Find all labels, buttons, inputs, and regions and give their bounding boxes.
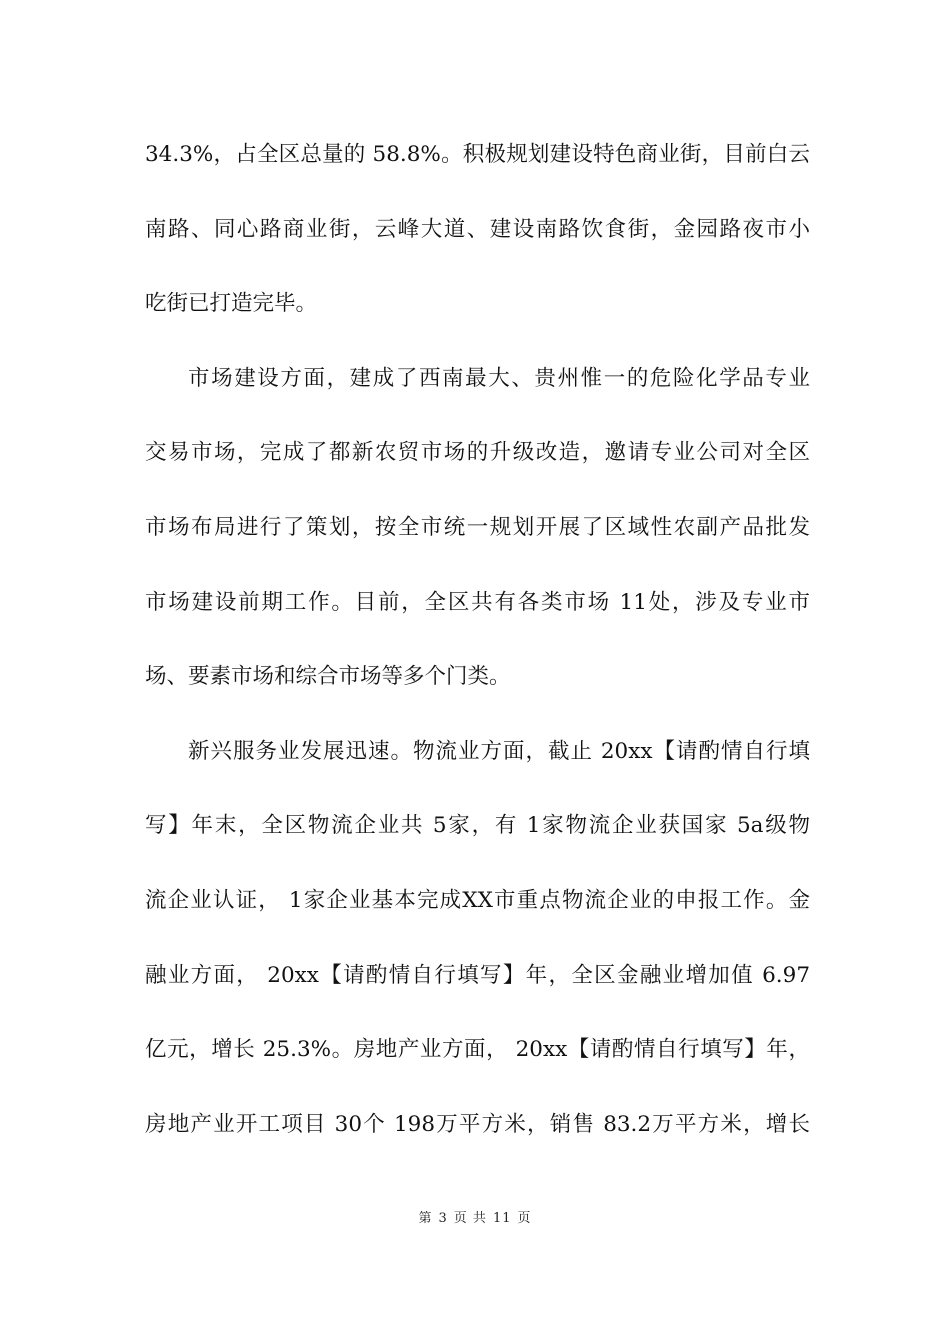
total-pages: 11 <box>492 1211 512 1226</box>
text-line: 房地产业开工项目 30个 198万平方米，销售 83.2万平方米，增长 <box>145 1111 810 1137</box>
text-line: 流企业认证， 1家企业基本完成XX市重点物流企业的申报工作。金 <box>145 887 810 913</box>
text-line: 市场建设前期工作。目前，全区共有各类市场 11处，涉及专业市 <box>145 589 810 615</box>
footer-suffix: 页 <box>517 1211 532 1226</box>
text-line: 新兴服务业发展迅速。物流业方面，截止 20xx【请酌情自行填 <box>188 738 810 764</box>
footer-prefix: 第 <box>418 1211 433 1226</box>
text-line: 亿元，增长 25.3%。房地产业方面， 20xx【请酌情自行填写】年， <box>145 1037 810 1063</box>
page-footer <box>0 1207 950 1226</box>
text-line: 市场布局进行了策划，按全市统一规划开展了区域性农副产品批发 <box>145 514 810 540</box>
text-line: 南路、同心路商业街，云峰大道、建设南路饮食街，金园路夜市小 <box>145 216 810 242</box>
footer-middle: 页 共 <box>453 1211 487 1226</box>
text-line: 场、要素市场和综合市场等多个门类。 <box>145 664 511 690</box>
page-number: 3 <box>438 1211 448 1226</box>
text-line: 市场建设方面，建成了西南最大、贵州惟一的危险化学品专业 <box>188 365 810 391</box>
text-line: 交易市场，完成了都新农贸市场的升级改造，邀请专业公司对全区 <box>145 440 810 466</box>
text-line: 写】年末，全区物流企业共 5家，有 1家物流企业获国家 5a级物 <box>145 813 810 839</box>
text-line: 融业方面， 20xx【请酌情自行填写】年，全区金融业增加值 6.97 <box>145 962 810 988</box>
body-text <box>145 118 810 1162</box>
text-line: 吃街已打造完毕。 <box>145 291 318 317</box>
text-line: 34.3%，占全区总量的 58.8%。积极规划建设特色商业街，目前白云 <box>145 142 810 167</box>
